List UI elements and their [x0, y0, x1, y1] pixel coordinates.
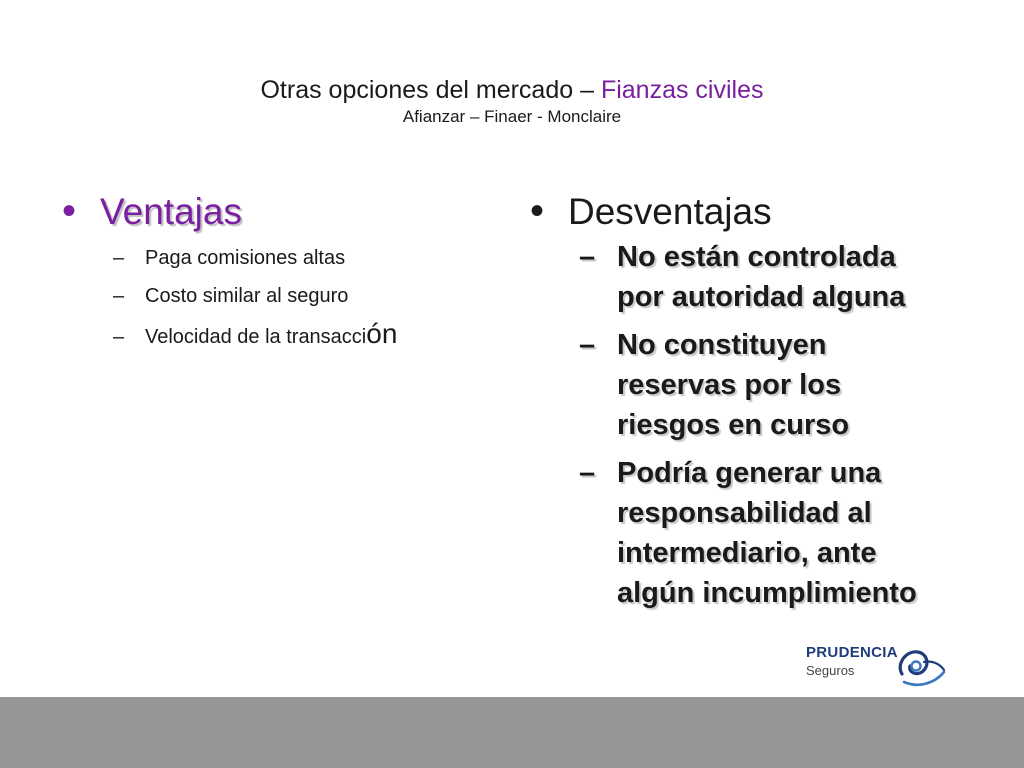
footer-band — [0, 697, 1024, 768]
prudencia-logo — [806, 642, 946, 690]
dash-icon: – — [113, 285, 125, 307]
list-item — [579, 325, 980, 445]
slide-title-block — [0, 74, 1024, 128]
slide-title-accent: Fianzas civiles — [600, 76, 764, 104]
slide-title — [0, 74, 1024, 106]
list-item-text: Paga comisiones altas — [145, 247, 346, 269]
ventajas-heading: Ventajas — [100, 191, 242, 232]
dash-icon: – — [579, 241, 596, 273]
prudencia-swirl-icon — [894, 644, 946, 688]
desventajas-bullet — [530, 188, 980, 235]
list-item — [579, 453, 980, 613]
desventajas-heading: Desventajas — [568, 191, 772, 232]
list-item — [113, 277, 492, 315]
list-item-text-tail: ón — [366, 318, 398, 349]
bullet-dot-icon: • — [530, 189, 545, 233]
list-item — [113, 315, 492, 356]
logo-name: PRUDENCIA — [806, 644, 898, 661]
logo-sub: Seguros — [806, 663, 855, 678]
list-item-text: No constituyen reservas por los riesgos en curso — [617, 329, 850, 441]
ventajas-list — [113, 239, 492, 356]
list-item-text — [145, 315, 397, 356]
list-item-text: Costo similar al seguro — [145, 285, 349, 307]
dash-icon: – — [579, 329, 596, 361]
slide-subtitle: Afianzar – Finaer - Monclaire — [402, 107, 622, 126]
desventajas-column — [530, 188, 980, 621]
dash-icon: – — [113, 326, 125, 348]
bullet-dot-icon: • — [62, 189, 77, 233]
ventajas-column — [62, 188, 492, 356]
slide-title-lead: Otras opciones del mercado – — [260, 76, 601, 104]
desventajas-list — [579, 237, 980, 613]
dash-icon: – — [113, 247, 125, 269]
list-item-text: Podría generar una responsabilidad al intermediario, ante algún incumplimiento — [617, 457, 917, 609]
dash-icon: – — [579, 457, 596, 489]
ventajas-bullet — [62, 188, 492, 235]
list-item — [113, 239, 492, 277]
list-item — [579, 237, 980, 317]
list-item-text: No están controlada por autoridad alguna — [617, 241, 906, 313]
list-item-text-main: Velocidad de la transacci — [145, 326, 367, 348]
